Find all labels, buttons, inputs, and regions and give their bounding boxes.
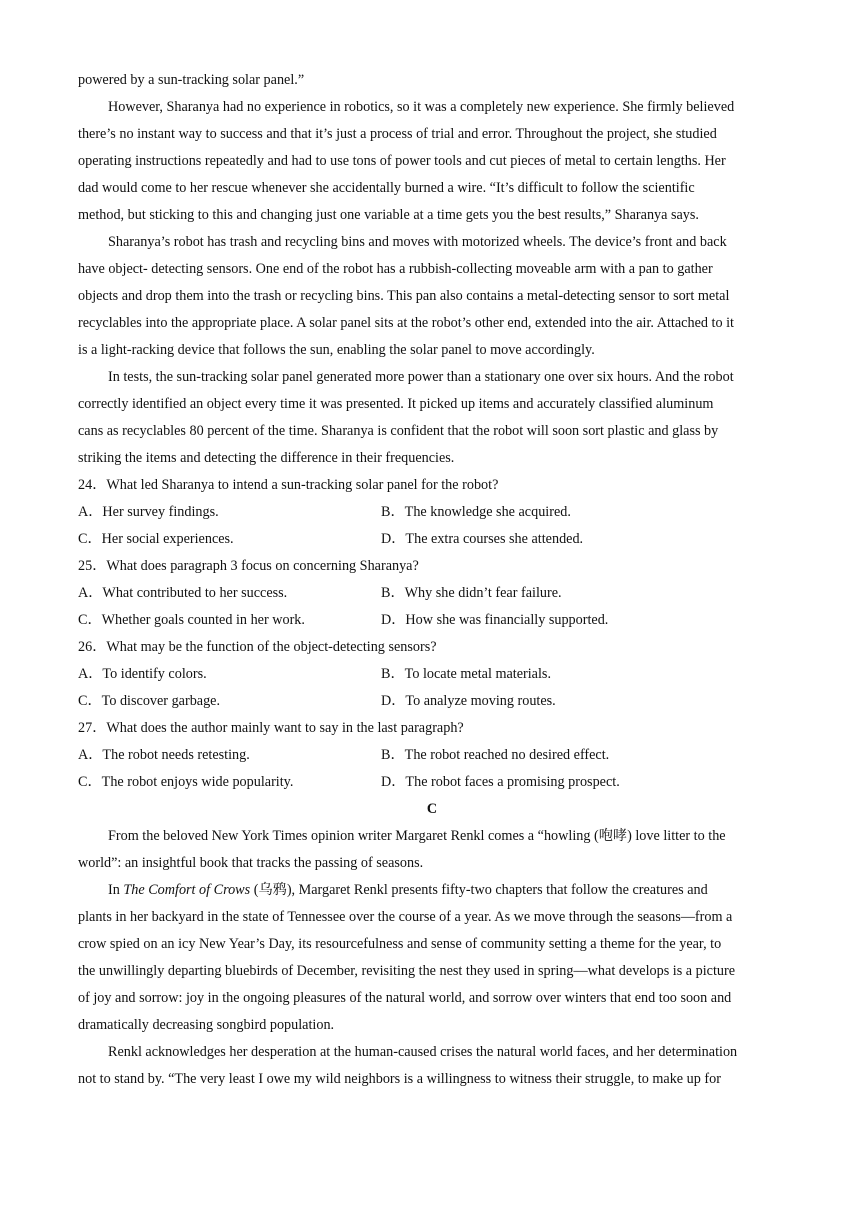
option-d: D．The extra courses she attended. [381,531,584,547]
question-25 [78,553,786,634]
question-24 [78,472,786,553]
paragraph-line: not to stand by. “The very least I owe my wild neighbors is a willingness to witness their struggle, to make up for [78,1071,721,1087]
section-heading-c: C [426,801,438,817]
paragraph-line: powered by a sun-tracking solar panel.” [78,72,305,88]
option-d: D．The robot faces a promising prospect. [381,774,620,790]
paragraph-sharanya-experience [78,94,786,229]
question-stem: 24．What led Sharanya to intend a sun-tracking solar panel for the robot? [78,477,499,493]
paragraph-line: objects and drop them into the trash or recycling bins. This pan also contains a metal-detecting sensor to sort metal [78,288,730,304]
paragraph-line: of joy and sorrow: joy in the ongoing pleasures of the natural world, and sorrow over winters that end too soon and [78,990,732,1006]
paragraph-line: have object- detecting sensors. One end of the robot has a rubbish-collecting moveable arm with a pan to gather [78,261,713,277]
paragraph-line [78,877,786,904]
paragraph-line: However, Sharanya had no experience in robotics, so it was a completely new experience. She firmly believed [108,99,735,115]
option-b: B．To locate metal materials. [381,666,551,682]
option-c: C．To discover garbage. [78,693,221,709]
paragraph-robot-tests [78,364,786,472]
paragraph-line: method, but sticking to this and changing just one variable at a time gets you the best results,” Sharanya says. [78,207,699,223]
option-c: C．Whether goals counted in her work. [78,612,305,628]
paragraph-line: plants in her backyard in the state of Tennessee over the course of a year. As we move through the seasons—from a [78,909,733,925]
document-page [78,67,786,1093]
paragraph-line: dramatically decreasing songbird population. [78,1017,335,1033]
question-stem: 27．What does the author mainly want to say in the last paragraph? [78,720,464,736]
paragraph-book-summary [78,877,786,1039]
option-b: B．The robot reached no desired effect. [381,747,610,763]
question-stem: 26．What may be the function of the object-detecting sensors? [78,639,437,655]
question-stem: 25．What does paragraph 3 focus on concerning Sharanya? [78,558,419,574]
book-title: The Comfort of Crows [123,882,251,898]
paragraph-book-intro [78,823,786,877]
option-b: B．The knowledge she acquired. [381,504,571,520]
question-27 [78,715,786,796]
option-a: A．To identify colors. [78,666,207,682]
paragraph-line: is a light-racking device that follows the sun, enabling the solar panel to move accordingly. [78,342,595,358]
option-a: A．The robot needs retesting. [78,747,250,763]
paragraph-renkl-determination [78,1039,786,1093]
question-26 [78,634,786,715]
paragraph-line: operating instructions repeatedly and had to use tons of power tools and cut pieces of metal to certain lengths. Her [78,153,726,169]
paragraph-line: dad would come to her rescue whenever she accidentally burned a wire. “It’s difficult to follow the scientific [78,180,695,196]
paragraph-line: recyclables into the appropriate place. A solar panel sits at the robot’s other end, extended into the air. Attached to it [78,315,734,331]
paragraph-line: striking the items and detecting the difference in their frequencies. [78,450,455,466]
option-a: A．Her survey findings. [78,504,219,520]
paragraph-line: From the beloved New York Times opinion writer Margaret Renkl comes a “howling (咆哮) love litter to the [108,828,726,844]
paragraph-line: Renkl acknowledges her desperation at the human-caused crises the natural world faces, and her determination [108,1044,738,1060]
option-d: D．How she was financially supported. [381,612,609,628]
text-run: In [108,882,124,898]
option-b: B．Why she didn’t fear failure. [381,585,562,601]
paragraph-line: Sharanya’s robot has trash and recycling bins and moves with motorized wheels. The device’s front and back [108,234,727,250]
paragraph-line: world”: an insightful book that tracks the passing of seasons. [78,855,424,871]
option-c: C．The robot enjoys wide popularity. [78,774,294,790]
paragraph-line: the unwillingly departing bluebirds of December, revisiting the nest they used in spring—what develops is a picture [78,963,736,979]
option-a: A．What contributed to her success. [78,585,288,601]
option-c: C．Her social experiences. [78,531,234,547]
paragraph-line: cans as recyclables 80 percent of the time. Sharanya is confident that the robot will soon sort plastic and glass by [78,423,719,439]
option-d: D．To analyze moving routes. [381,693,556,709]
paragraph-line: correctly identified an object every time it was presented. It picked up items and accurately classified aluminum [78,396,714,412]
paragraph-line: there’s no instant way to success and that it’s just a process of trial and error. Throughout the project, she studied [78,126,717,142]
paragraph-line: In tests, the sun-tracking solar panel generated more power than a stationary one over six hours. And the robot [108,369,734,385]
paragraph-robot-description [78,229,786,364]
paragraph-line: crow spied on an icy New Year’s Day, its resourcefulness and sense of community setting a theme for the year, to [78,936,722,952]
text-run: (乌鸦), Margaret Renkl presents fifty-two chapters that follow the creatures and [250,882,708,898]
